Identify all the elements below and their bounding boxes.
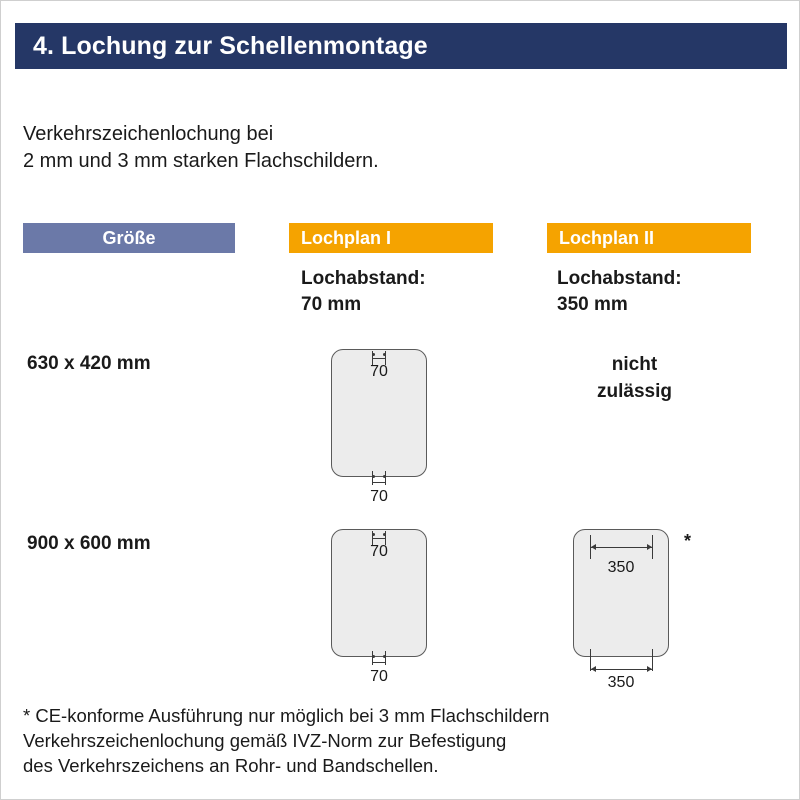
plan-1-subheading-line-2: 70 mm bbox=[301, 294, 362, 315]
row1-plan2-not-allowed bbox=[597, 351, 672, 405]
intro-line-1: Verkehrszeichenlochung bei bbox=[23, 123, 274, 145]
hole-pair-row1-top bbox=[372, 353, 386, 356]
plan-2-subheading-line-1: Lochabstand: bbox=[557, 268, 682, 289]
dim-arrow-right bbox=[647, 544, 652, 550]
hole-pair-row2-plan1-bottom bbox=[372, 655, 386, 658]
dim-rule bbox=[590, 547, 652, 548]
section-header-bar bbox=[15, 23, 787, 69]
dim-arrow-left bbox=[591, 544, 596, 550]
dim-tick bbox=[652, 535, 653, 559]
dim-row2-plan1-bottom: 70 bbox=[370, 668, 388, 685]
column-header-plan-1-label: Lochplan I bbox=[301, 227, 391, 248]
dim-arrow-right bbox=[647, 666, 652, 672]
dim-row1-plan1-top: 70 bbox=[370, 363, 388, 380]
dim-tick bbox=[652, 649, 653, 671]
row-label-size-2: 900 x 600 mm bbox=[27, 533, 151, 554]
hole-pair-row2-plan1-top bbox=[372, 533, 386, 536]
dim-rule bbox=[590, 669, 652, 670]
intro-line-2: 2 mm und 3 mm starken Flachschildern. bbox=[23, 150, 379, 172]
column-header-size bbox=[23, 223, 235, 253]
dim-row2-plan2-bottom: 350 bbox=[607, 674, 635, 691]
dim-rule bbox=[372, 482, 386, 483]
footnote-text bbox=[23, 703, 549, 778]
dim-row1-plan1-bottom: 70 bbox=[370, 488, 388, 505]
plan-1-subheading bbox=[301, 266, 426, 318]
not-allowed-line-1: nicht bbox=[611, 354, 658, 375]
intro-text bbox=[23, 121, 379, 175]
column-header-plan-2-label: Lochplan II bbox=[559, 227, 655, 248]
plan-1-subheading-line-1: Lochabstand: bbox=[301, 268, 426, 289]
column-header-plan-1 bbox=[289, 223, 493, 253]
column-header-size-label: Größe bbox=[102, 227, 156, 248]
footnote-line-2: Verkehrszeichenlochung gemäß IVZ-Norm zur Befestigung bbox=[23, 730, 507, 751]
dim-rule bbox=[372, 662, 386, 663]
dim-rule bbox=[372, 538, 386, 539]
dim-arrow-left bbox=[591, 666, 596, 672]
plan-2-subheading bbox=[557, 266, 682, 318]
footnote-line-1: * CE-konforme Ausführung nur möglich bei 3 mm Flachschildern bbox=[23, 705, 550, 726]
dim-rule bbox=[372, 358, 386, 359]
plan-2-subheading-line-2: 350 mm bbox=[557, 294, 628, 315]
not-allowed-line-2: zulässig bbox=[597, 381, 672, 402]
row-label-size-1: 630 x 420 mm bbox=[27, 353, 151, 374]
footnote-marker: * bbox=[684, 531, 692, 551]
dim-row2-plan1-top: 70 bbox=[370, 543, 388, 560]
dim-row2-plan2-top: 350 bbox=[607, 559, 635, 576]
column-header-plan-2 bbox=[547, 223, 751, 253]
sign-plate-row2-plan2 bbox=[573, 529, 669, 657]
page-title: 4. Lochung zur Schellenmontage bbox=[33, 31, 428, 60]
hole-pair-row1-bottom bbox=[372, 475, 386, 478]
footnote-line-3: des Verkehrszeichens an Rohr- und Bandschellen. bbox=[23, 755, 439, 776]
